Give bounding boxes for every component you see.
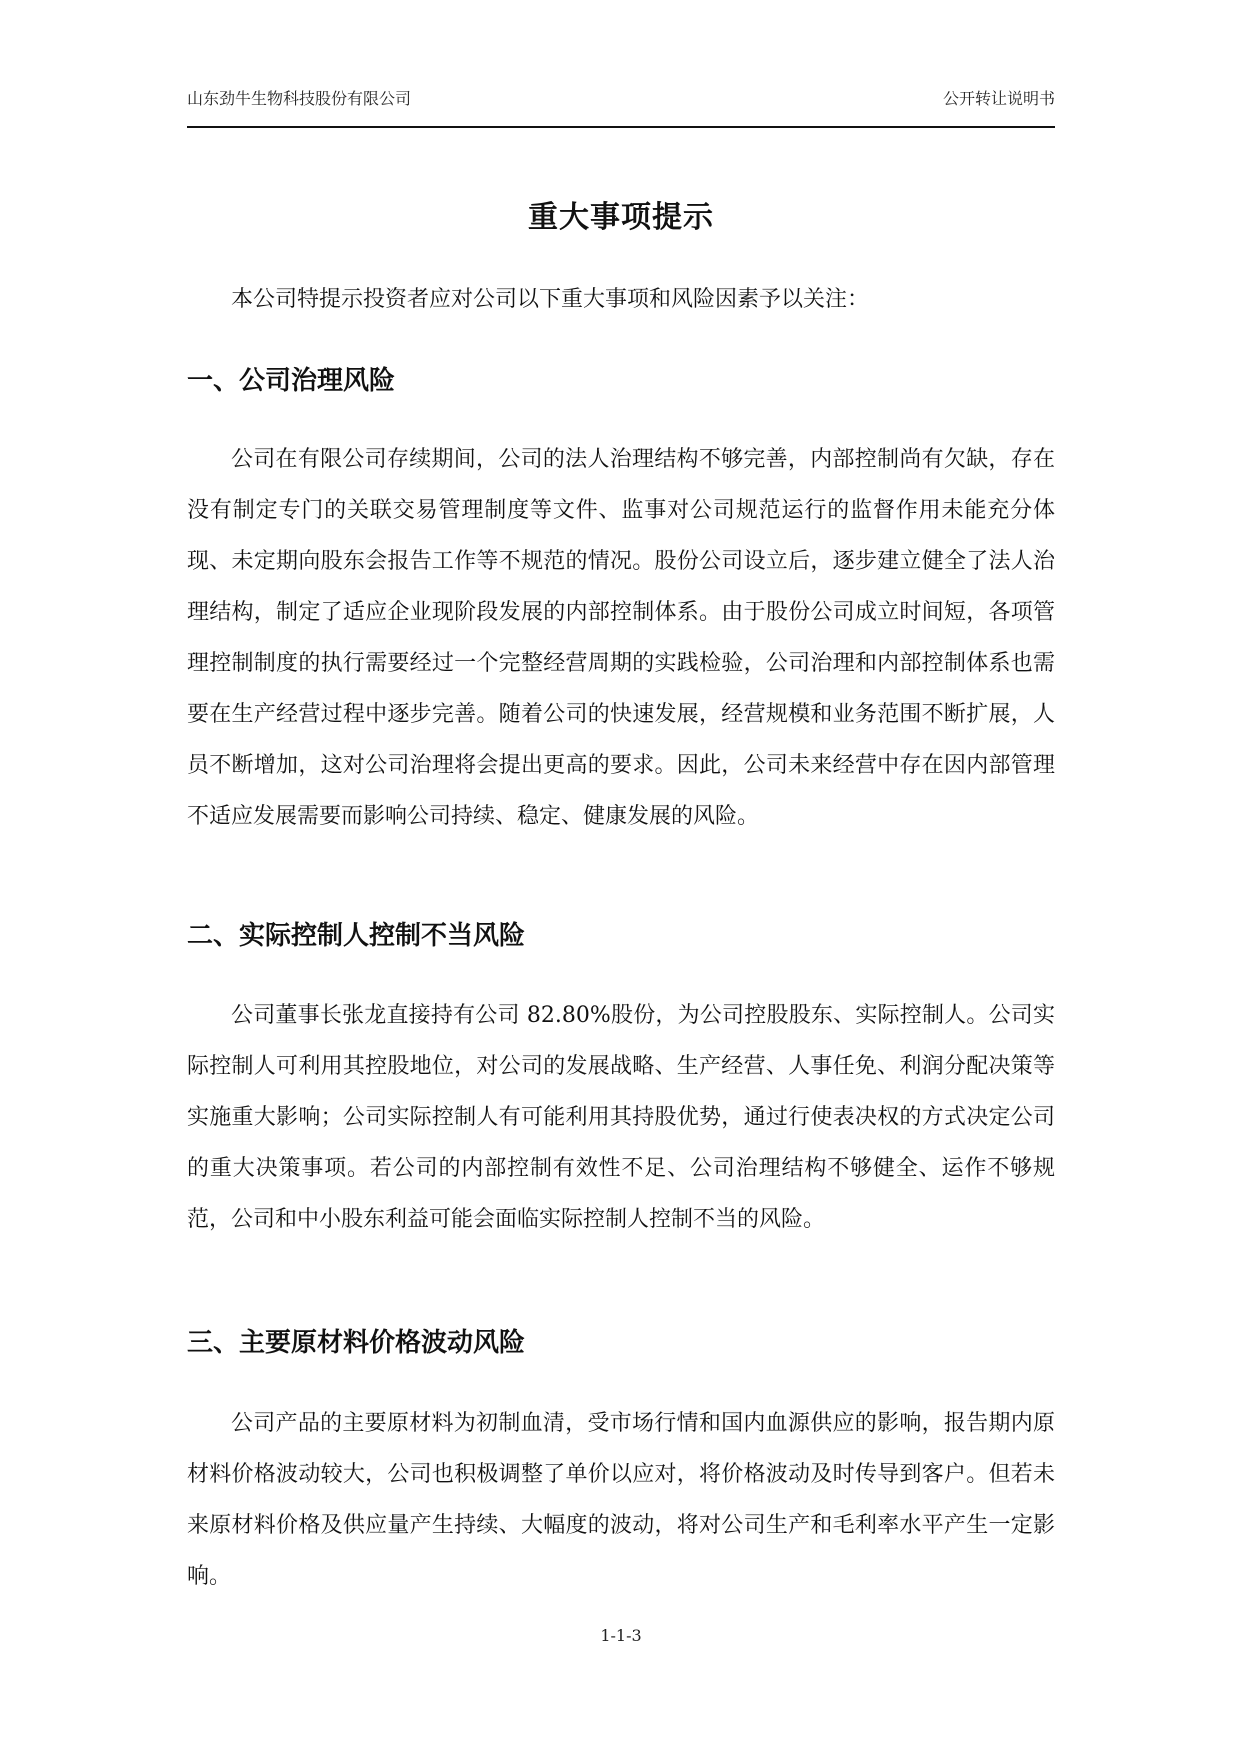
intro-paragraph: 本公司特提示投资者应对公司以下重大事项和风险因素予以关注： (231, 287, 870, 312)
header-company-name: 山东劲牛生物科技股份有限公司 (187, 89, 412, 108)
section-heading-controller-risk: 二、实际控制人控制不当风险 (187, 921, 526, 951)
page-number: 1-1-3 (600, 1626, 642, 1645)
page-title: 重大事项提示 (528, 200, 714, 235)
section-heading-raw-material-risk: 三、主要原材料价格波动风险 (187, 1328, 526, 1358)
header-document-type: 公开转让说明书 (942, 89, 1055, 108)
page-header (187, 86, 1055, 116)
section-heading-governance-risk: 一、公司治理风险 (187, 366, 396, 396)
header-divider (187, 126, 1055, 128)
section-body-controller-risk: 公司董事长张龙直接持有公司 82.80%股份，为公司控股股东、实际控制人。公司实际控制人可利用其控股地位，对公司的发展战略、生产经营、人事任免、利润分配决策等实施重大影响；公司实际控制人有可能利用其持股优势，通过行使表决权的方式决定公司的重大决策事项。若公司的内部控制有效性不足、公司治理结构不够健全、运作不够规范，公司和中小股东利益可能会面临实际控制人控制不当的风险。 (187, 1003, 1055, 1232)
section-body-raw-material-risk: 公司产品的主要原材料为初制血清，受市场行情和国内血源供应的影响，报告期内原材料价格波动较大，公司也积极调整了单价以应对，将价格波动及时传导到客户。但若未来原材料价格及供应量产生持续、大幅度的波动，将对公司生产和毛利率水平产生一定影响。 (187, 1411, 1055, 1589)
section-body-governance-risk: 公司在有限公司存续期间，公司的法人治理结构不够完善，内部控制尚有欠缺，存在没有制定专门的关联交易管理制度等文件、监事对公司规范运行的监督作用未能充分体现、未定期向股东会报告工作等不规范的情况。股份公司设立后，逐步建立健全了法人治理结构，制定了适应企业现阶段发展的内部控制体系。由于股份公司成立时间短，各项管理控制制度的执行需要经过一个完整经营周期的实践检验，公司治理和内部控制体系也需要在生产经营过程中逐步完善。随着公司的快速发展，经营规模和业务范围不断扩展，人员不断增加，这对公司治理将会提出更高的要求。因此，公司未来经营中存在因内部管理不适应发展需要而影响公司持续、稳定、健康发展的风险。 (187, 447, 1055, 829)
